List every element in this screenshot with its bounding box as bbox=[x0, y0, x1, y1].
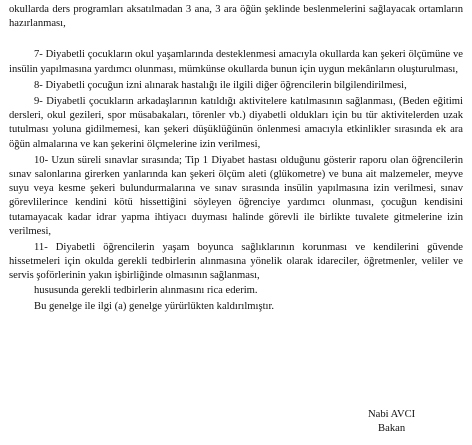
paragraph-spacer bbox=[9, 31, 463, 48]
signature-block bbox=[368, 408, 415, 436]
paragraph-9: 9- Diyabetli çocukların arkadaşlarının katıldığı aktivitelere katılmasının sağlanması, (Beden eğitimi dersleri, okul gezileri, spor müsabakaları, törenler vb.) diyabetli oldukları için bu tür aktivitelerden uzak tutulması yoluna gidilmemesi, kan şekeri düşüklüğünün önlenmesi amacıyla etkinlikler sırasında ek ara öğün almalarına ve kan şekerini ölçmelerine izin verilmesi, bbox=[9, 96, 463, 150]
paragraph-10: 10- Uzun süreli sınavlar sırasında; Tip 1 Diyabet hastası olduğunu gösterir raporu olan öğrencilerin sınav salonlarına girerken yanlarında kan şekeri ölçüm aleti (glükometre) ve buna ait malzemeler, meyve suyu veya kesme şekeri bulundurmalarına ve sınav sırasında insülin yapılmasına izin verilmesi, sınav görevlilerince kendini kötü hissettiğini söyleyen öğrenciye yardımcı olunması, çocuğun kendisini tutamayacak kadar idrar yapma ihtiyacı duyması halinde görevli ile birlikte tuvalete gitmelerine izin verilmesi, bbox=[9, 154, 463, 237]
signatory-name: Nabi AVCI bbox=[368, 409, 416, 420]
paragraph-6-continued: okullarda ders programları aksatılmadan 3 ana, 3 ara öğün şeklinde beslenmelerini sağlayacak ortamların hazırlanması, bbox=[9, 4, 463, 30]
paragraph-11: 11- Diyabetli öğrencilerin yaşam boyunca sağlıklarının korunması ve kendilerini güvende hissetmeleri için okulda gerekli tedbirlerin alınmasına yönelik olarak idareciler, öğretmenler, veliler ve servis şoförlerinin yakın işbirliğinde olmasının sağlanması, bbox=[9, 242, 463, 282]
closing-statement: Bu genelge ile ilgi (a) genelge yürürlükten kaldırılmıştır. bbox=[34, 300, 275, 312]
paragraph-7: 7- Diyabetli çocukların okul yaşamlarında desteklenmesi amacıyla okullarda kan şekeri ölçümüne ve insülin yapılmasına yardımcı olunması, mümkünse okullarda bunun için uygun mekânların oluşturulması, bbox=[9, 49, 463, 75]
paragraph-8: 8- Diyabetli çocuğun izni alınarak hastalığı ile ilgili diğer öğrencilerin bilgilendirilmesi, bbox=[34, 79, 407, 91]
signatory-title: Bakan bbox=[378, 423, 406, 434]
paragraph-11-closing-line: hususunda gerekli tedbirlerin alınmasını rica ederim. bbox=[34, 284, 258, 296]
